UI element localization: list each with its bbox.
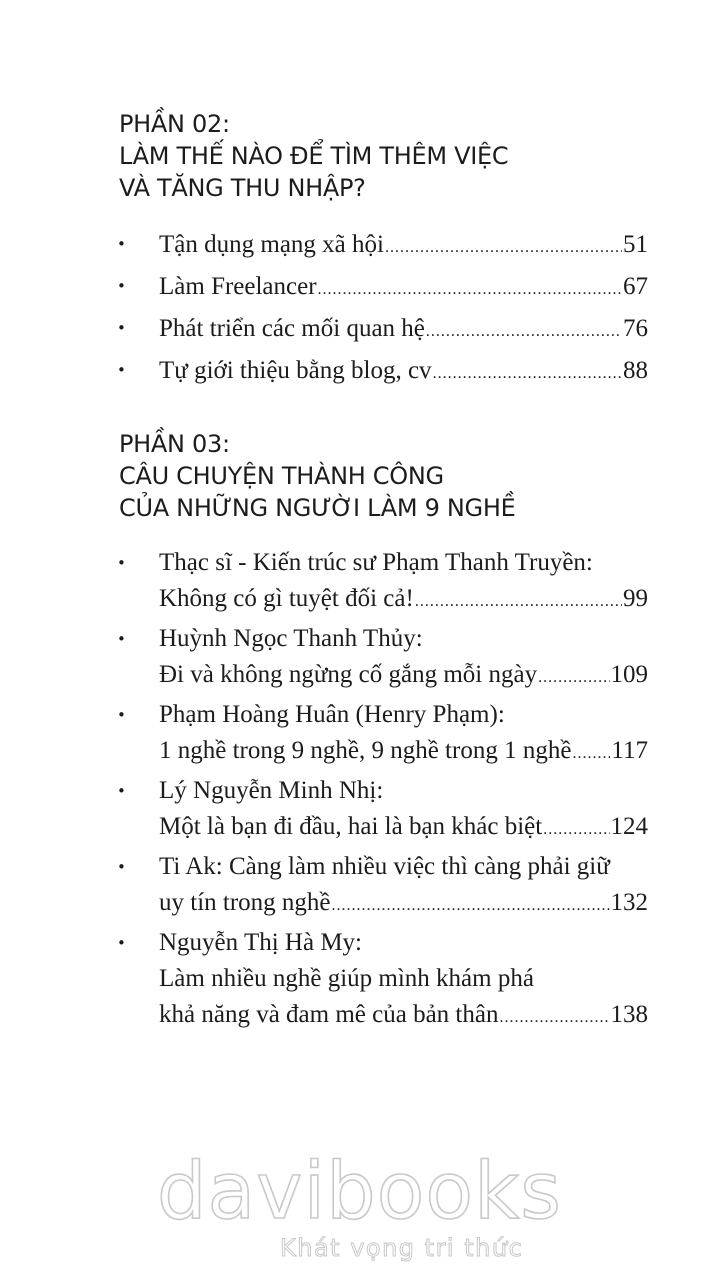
toc-entry-title: khả năng và đam mê của bản thân xyxy=(159,1001,499,1028)
dot-leader xyxy=(433,355,622,392)
part3-heading-line: PHẦN 03: xyxy=(119,430,230,458)
dot-leader xyxy=(499,1000,609,1036)
part2-heading-line: LÀM THẾ NÀO ĐỂ TÌM THÊM VIỆC xyxy=(119,142,509,170)
page-number: 67 xyxy=(623,273,648,300)
toc-entry xyxy=(0,545,714,620)
toc-entry-title: Làm Freelancer xyxy=(159,273,317,300)
page-number: 76 xyxy=(623,315,648,342)
toc-entry xyxy=(0,310,714,350)
toc-entry-row xyxy=(159,226,648,266)
bullet-icon: • xyxy=(117,934,126,952)
toc-entry xyxy=(0,773,714,848)
toc-entry-line: Lý Nguyễn Minh Nhị: xyxy=(159,777,384,804)
dot-leader xyxy=(318,271,622,308)
page-number: 109 xyxy=(610,661,648,688)
toc-entry-row xyxy=(159,885,648,924)
bullet-icon: • xyxy=(117,361,126,379)
bullet-icon: • xyxy=(117,782,126,800)
toc-entry-row xyxy=(159,733,648,772)
part3-heading-line: CÂU CHUYỆN THÀNH CÔNG xyxy=(119,462,444,490)
toc-entry-title: Tự giới thiệu bằng blog, cv xyxy=(159,357,432,384)
dot-leader xyxy=(538,660,609,696)
dot-leader xyxy=(332,888,610,924)
bullet-icon: • xyxy=(117,706,126,724)
bullet-icon: • xyxy=(117,858,126,876)
part3-toc-list xyxy=(0,545,714,1037)
toc-entry-row xyxy=(159,809,648,848)
toc-entry-row xyxy=(159,997,648,1036)
toc-entry-title: Đi và không ngừng cố gắng mỗi ngày xyxy=(159,661,538,688)
dot-leader xyxy=(543,812,609,848)
toc-entry-title: 1 nghề trong 9 nghề, 9 nghề trong 1 nghề xyxy=(159,737,572,764)
part2-heading-line: VÀ TĂNG THU NHẬP? xyxy=(119,174,366,202)
dot-leader xyxy=(426,313,622,350)
page-number: 132 xyxy=(610,889,648,916)
toc-entry-title: uy tín trong nghề xyxy=(159,889,331,916)
bullet-icon: • xyxy=(117,235,126,253)
part3-heading xyxy=(119,428,515,524)
toc-entry-line: Ti Ak: Càng làm nhiều việc thì càng phải giữ xyxy=(159,853,610,880)
watermark-tagline: Khát vọng tri thức xyxy=(280,1234,524,1262)
page-number: 51 xyxy=(623,231,648,258)
toc-entry-row xyxy=(159,581,648,620)
part3-heading-line: CỦA NHỮNG NGƯỜI LÀM 9 NGHỀ xyxy=(119,494,516,522)
toc-entry xyxy=(0,697,714,772)
toc-entry-row xyxy=(159,352,648,392)
part2-heading-line: PHẦN 02: xyxy=(119,110,230,138)
dot-leader xyxy=(415,584,622,620)
dot-leader xyxy=(385,229,622,266)
toc-entry xyxy=(0,268,714,308)
toc-entry xyxy=(0,849,714,924)
toc-entry-title: Phát triển các mối quan hệ xyxy=(159,315,425,342)
toc-entry-line: Thạc sĩ - Kiến trúc sư Phạm Thanh Truyền: xyxy=(159,549,593,576)
watermark-logo: davibooks xyxy=(157,1147,562,1237)
toc-entry xyxy=(0,621,714,696)
page-number: 117 xyxy=(611,737,648,764)
toc-entry xyxy=(0,226,714,266)
part2-heading xyxy=(119,108,508,204)
toc-entry-title: Không có gì tuyệt đối cả! xyxy=(159,585,414,612)
toc-entry-title: Một là bạn đi đầu, hai là bạn khác biệt xyxy=(159,813,543,840)
toc-entry-line: Huỳnh Ngọc Thanh Thủy: xyxy=(159,625,423,652)
toc-entry xyxy=(0,925,714,1036)
toc-entry xyxy=(0,352,714,392)
toc-entry-row xyxy=(159,310,648,350)
toc-entry-line: Nguyễn Thị Hà My: xyxy=(159,929,362,956)
page-number: 124 xyxy=(610,813,648,840)
bullet-icon: • xyxy=(117,319,126,337)
bullet-icon: • xyxy=(117,554,126,572)
page-number: 88 xyxy=(623,357,648,384)
toc-entry-line: Làm nhiều nghề giúp mình khám phá xyxy=(159,965,534,992)
toc-entry-line: Phạm Hoàng Huân (Henry Phạm): xyxy=(159,701,505,728)
bullet-icon: • xyxy=(117,630,126,648)
toc-entry-title: Tận dụng mạng xã hội xyxy=(159,231,384,258)
bullet-icon: • xyxy=(117,277,126,295)
toc-entry-row xyxy=(159,268,648,308)
toc-entry-row xyxy=(159,657,648,696)
page-number: 138 xyxy=(610,1001,648,1028)
dot-leader xyxy=(572,736,610,772)
page-number: 99 xyxy=(623,585,648,612)
part2-toc-list xyxy=(0,226,714,394)
